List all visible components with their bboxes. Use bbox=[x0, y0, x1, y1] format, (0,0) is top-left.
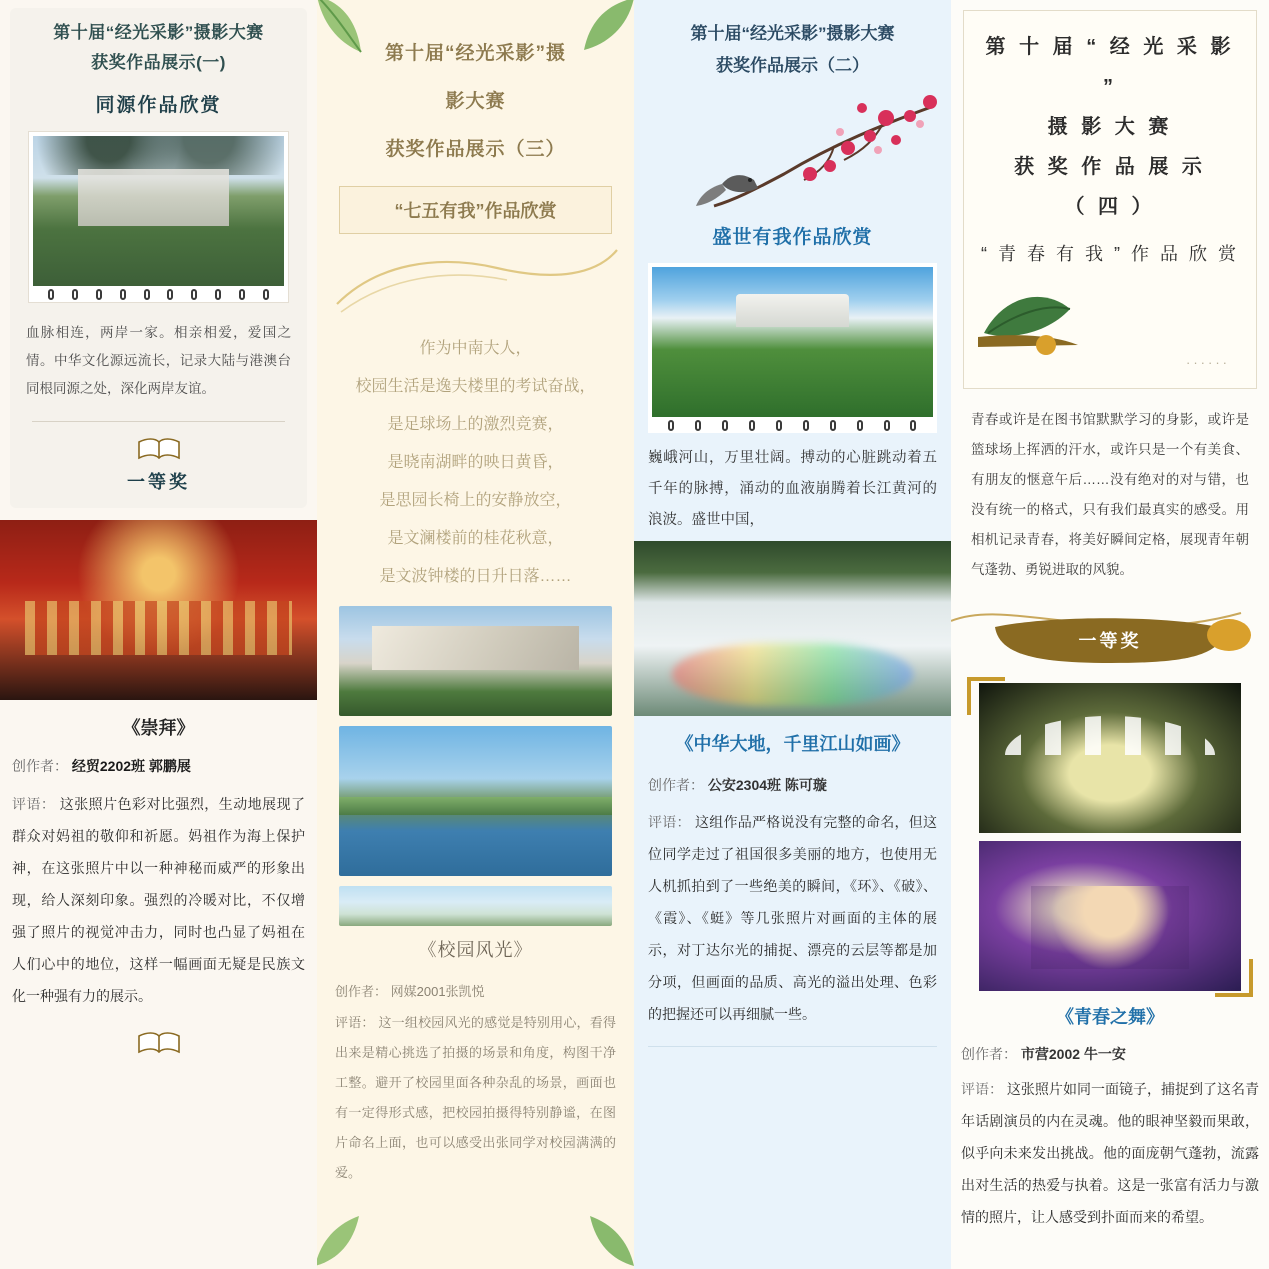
ring-icon bbox=[72, 289, 78, 300]
ring-icon bbox=[239, 289, 245, 300]
col2-comment-key: 评语： bbox=[335, 1015, 375, 1030]
col2-poem-line: 是文波钟楼的日升日落…… bbox=[379, 568, 572, 585]
col4-comment-key: 评语： bbox=[961, 1081, 1004, 1097]
col2-work-title: 《校园风光》 bbox=[418, 940, 533, 960]
column-one bbox=[0, 0, 317, 1269]
ring-icon bbox=[96, 289, 102, 300]
plum-blossom-icon bbox=[634, 88, 951, 218]
col4-header-card bbox=[963, 10, 1257, 389]
col1-section-title: 同源作品欣赏 bbox=[95, 95, 222, 116]
open-book-icon bbox=[137, 1030, 181, 1056]
col1-header-card bbox=[10, 8, 307, 508]
col1-comment-block bbox=[12, 788, 305, 1012]
ring-icon bbox=[910, 420, 916, 431]
col2-header bbox=[317, 0, 634, 174]
col2-banner: “七五有我”作品欣赏 bbox=[339, 186, 612, 234]
col1-header-line-2: 获奖作品展示(一) bbox=[91, 53, 226, 72]
col4-author-row bbox=[961, 1041, 1259, 1067]
col3-divider bbox=[648, 1046, 937, 1047]
ring-icon bbox=[722, 420, 728, 431]
ring-icon bbox=[263, 289, 269, 300]
ring-icon bbox=[749, 420, 755, 431]
col2-comment-text: 这一组校园风光的感觉是特别用心，看得出来是精心挑选了拍摄的场景和角度，构图干净工整。避开了校园里面各种杂乱的场景，画面也有一定得形式感，把校园拍摄得特别静谧，在图片命名上面，也可以感受出张同学对校园满满的爱。 bbox=[335, 1015, 616, 1180]
ring-icon bbox=[695, 420, 701, 431]
col2-poem-line: 是思园长椅上的安静放空， bbox=[379, 492, 572, 509]
col3-work-photo bbox=[634, 541, 951, 716]
ring-icon bbox=[167, 289, 173, 300]
col1-author-row bbox=[12, 754, 305, 778]
col4-work-title: 《青春之舞》 bbox=[1056, 1007, 1164, 1027]
col4-author-key: 创作者： bbox=[961, 1046, 1017, 1062]
col1-comment-text: 这张照片色彩对比强烈，生动地展现了群众对妈祖的敬仰和祈愿。妈祖作为海上保护神，在这张照片中以一种神秘而威严的形象出现，给人深刻印象。强烈的冷暖对比，不仅增强了照片的视觉冲击力，同时也凸显了妈祖在人们心中的地位，这样一幅画面无疑是民族文化一种强有力的展示。 bbox=[12, 796, 306, 1004]
col1-photo-rings bbox=[33, 286, 284, 302]
col2-author-key: 创作者： bbox=[335, 984, 388, 999]
col1-author-value: 经贸2202班 郭鹏展 bbox=[71, 758, 191, 774]
col2-author-row bbox=[335, 980, 616, 1004]
ring-icon bbox=[803, 420, 809, 431]
col2-poem-line: 作为中南大人， bbox=[419, 340, 532, 357]
col2-swirl-decoration bbox=[317, 234, 634, 324]
col4-section-title: “ 青 春 有 我 ” 作 品 欣 赏 bbox=[981, 244, 1239, 264]
col2-photo-lake bbox=[339, 726, 612, 876]
col4-award-label: 一等奖 bbox=[1078, 631, 1142, 651]
col4-header-line-4: （ 四 ） bbox=[1064, 196, 1156, 218]
ring-icon bbox=[884, 420, 890, 431]
col1-header-line-1: 第十届“经光采影”摄影大赛 bbox=[53, 23, 264, 42]
open-book-icon bbox=[137, 436, 181, 462]
ring-icon bbox=[215, 289, 221, 300]
col2-photo-building bbox=[339, 606, 612, 716]
col2-photo-sky bbox=[339, 886, 612, 926]
col4-header-line-1: 第 十 届 “ 经 光 采 影 ” bbox=[985, 36, 1235, 98]
col3-comment-block bbox=[648, 806, 937, 1030]
col4-header-line-2: 摄 影 大 赛 bbox=[1047, 116, 1173, 138]
col2-poem-line: 是文澜楼前的桂花秋意， bbox=[387, 530, 564, 547]
col4-comment-block bbox=[961, 1073, 1259, 1233]
ring-icon bbox=[191, 289, 197, 300]
col4-dots: ······ bbox=[1186, 355, 1230, 370]
ring-icon bbox=[144, 289, 150, 300]
column-two bbox=[317, 0, 634, 1269]
ring-icon bbox=[830, 420, 836, 431]
col1-divider bbox=[32, 421, 285, 422]
col1-author-key: 创作者： bbox=[12, 758, 68, 774]
column-three bbox=[634, 0, 951, 1269]
col2-author-value: 网媒2001张凯悦 bbox=[390, 984, 485, 999]
col1-campus-photo bbox=[33, 136, 284, 286]
ring-icon bbox=[48, 289, 54, 300]
col2-header-line-2: 影大赛 bbox=[445, 91, 506, 112]
leaf-icon bbox=[317, 1210, 381, 1269]
ring-icon bbox=[776, 420, 782, 431]
col2-header-line-1: 第十届“经光采影”摄 bbox=[384, 43, 566, 64]
col2-poem bbox=[331, 330, 620, 596]
col1-work-title: 《崇拜》 bbox=[122, 718, 195, 738]
col2-poem-line: 是足球场上的激烈竞赛， bbox=[387, 416, 564, 433]
col4-photo-stage bbox=[979, 841, 1241, 991]
col4-intro-text: 青春或许是在图书馆默默学习的身影，或许是篮球场上挥洒的汗水，或许只是一个有美食、有朋友的惬意午后……没有绝对的对与错，也没有统一的格式，只有我们最真实的感受。用相机记录青春，将美好瞬间定格，展现青年朝气蓬勃、勇锐进取的风貌。 bbox=[971, 412, 1249, 577]
leaf-icon bbox=[568, 1210, 634, 1269]
col1-award-label: 一等奖 bbox=[127, 472, 190, 492]
col3-author-value: 公安2304班 陈可璇 bbox=[707, 777, 827, 793]
ring-icon bbox=[120, 289, 126, 300]
col3-photo-rings bbox=[652, 417, 933, 433]
col4-author-value: 市营2002 牛一安 bbox=[1020, 1046, 1126, 1062]
col3-comment-key: 评语： bbox=[648, 814, 691, 830]
col1-work-photo bbox=[0, 520, 317, 700]
col3-section-title: 盛世有我作品欣赏 bbox=[712, 227, 873, 248]
col3-comment-text: 这组作品严格说没有完整的命名，但这位同学走过了祖国很多美丽的地方，也使用无人机抓拍到了一些绝美的瞬间，《环》、《破》、《霞》、《蜓》等几张照片对画面的主体的展示，对丁达尔光的捕捉、漂亮的云层等都是加分项，但画面的品质、高光的溢出处理、色彩的把握还可以再细腻一些。 bbox=[648, 814, 938, 1022]
col2-header-line-3: 获奖作品展示（三） bbox=[385, 139, 566, 160]
col1-comment-key: 评语： bbox=[12, 796, 56, 812]
col4-comment-text: 这张照片如同一面镜子，捕捉到了这名青年话剧演员的内在灵魂。他的眼神坚毅而果敢，似乎向未来发出挑战。他的面庞朝气蓬勃，流露出对生活的热爱与执着。这是一张富有活力与激情的照片，让人感受到扑面而来的希望。 bbox=[961, 1081, 1260, 1225]
col4-photo-group bbox=[951, 683, 1269, 991]
col4-leaf-decoration bbox=[974, 275, 1246, 355]
col2-poem-line: 校园生活是逸夫楼里的考试奋战， bbox=[355, 378, 596, 395]
col2-comment-block bbox=[335, 1008, 616, 1188]
col2-photo-stack bbox=[317, 606, 634, 926]
col3-work-title: 《中华大地，千里江山如画》 bbox=[675, 734, 910, 754]
col2-poem-line: 是晓南湖畔的映日黄昏， bbox=[387, 454, 564, 471]
col3-photo-frame bbox=[648, 263, 937, 433]
col4-header-line-3: 获 奖 作 品 展 示 bbox=[1014, 156, 1206, 178]
col3-header bbox=[634, 0, 951, 82]
ring-icon bbox=[668, 420, 674, 431]
col3-header-line-2: 获奖作品展示（二） bbox=[716, 56, 869, 75]
col3-author-key: 创作者： bbox=[648, 777, 704, 793]
col3-author-row bbox=[648, 772, 937, 798]
col3-header-line-1: 第十届“经光采影”摄影大赛 bbox=[690, 24, 895, 43]
col1-photo-frame bbox=[28, 131, 289, 303]
col4-photo-dance bbox=[979, 683, 1241, 833]
ring-icon bbox=[857, 420, 863, 431]
col1-intro-text: 血脉相连，两岸一家。相亲相爱，爱国之情。中华文化源远流长，记录大陆与港澳台同根同源之处，深化两岸友谊。 bbox=[26, 325, 291, 396]
col3-lotus-photo bbox=[652, 267, 933, 417]
column-four bbox=[951, 0, 1269, 1269]
col4-award-ribbon bbox=[951, 605, 1269, 675]
col3-intro-text: 巍峨河山，万里壮阔。搏动的心脏跳动着五千年的脉搏，涌动的血液崩腾着长江黄河的浪波。盛世中国， bbox=[648, 450, 937, 528]
